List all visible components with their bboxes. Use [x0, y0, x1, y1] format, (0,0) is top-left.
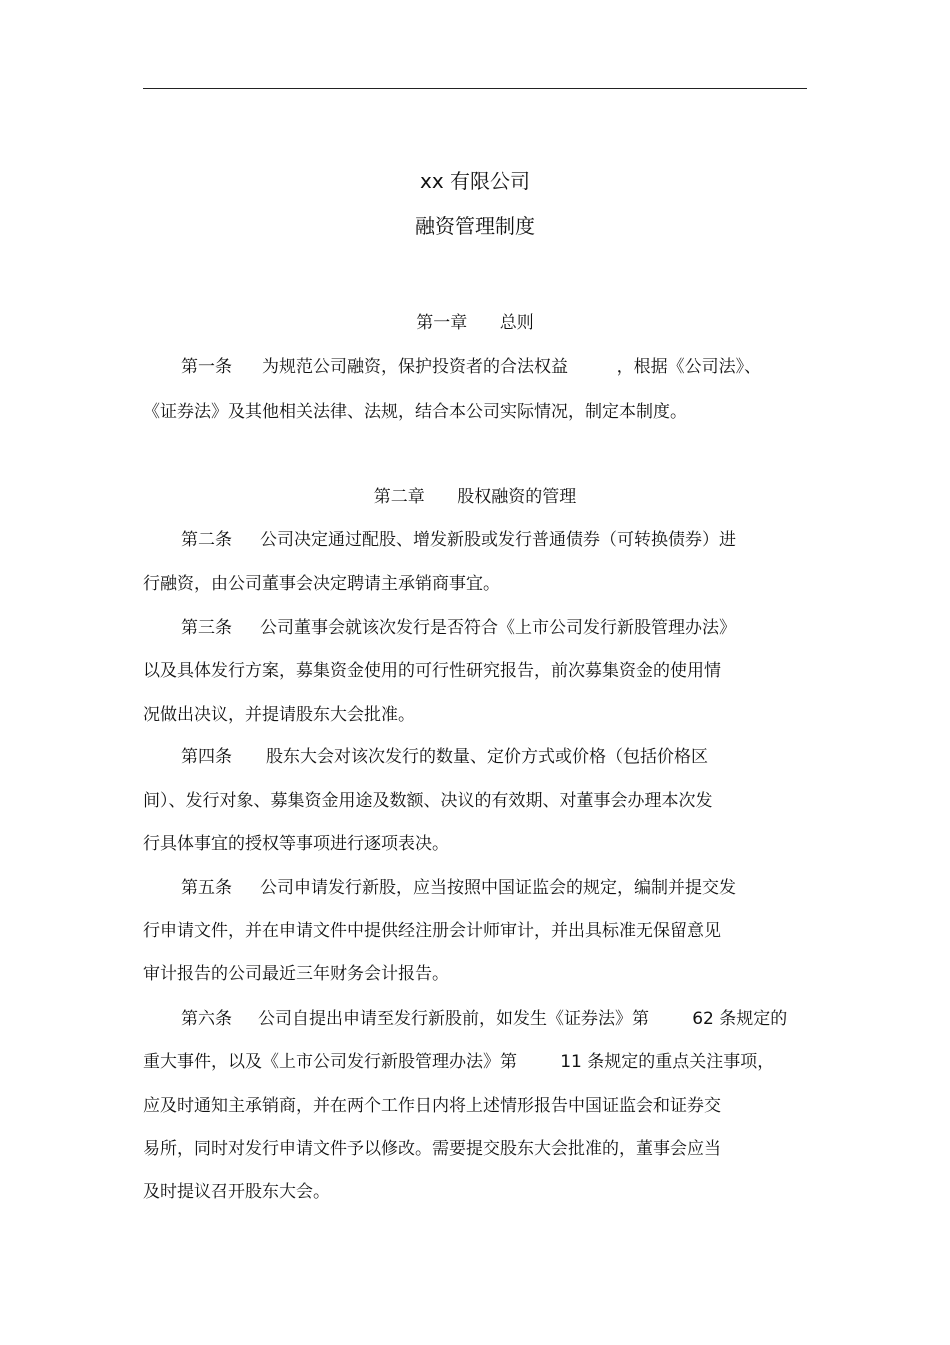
article-6-line-3: 应及时通知主承销商，并在两个工作日内将上述情形报告中国证监会和证券交	[143, 1096, 721, 1116]
chapter-2-heading: 第二章 股权融资的管理	[373, 487, 577, 507]
article-6-line-1: 公司自提出申请至发行新股前，如发生《证券法》第 62 条规定的	[258, 1009, 788, 1029]
header-rule	[143, 88, 807, 89]
article-3-label: 第三条	[181, 618, 232, 638]
article-3-line-2: 以及具体发行方案，募集资金使用的可行性研究报告，前次募集资金的使用情	[143, 661, 721, 681]
article-1-line-2: 《证券法》及其他相关法律、法规，结合本公司实际情况，制定本制度。	[143, 402, 687, 422]
article-6-line-5: 及时提议召开股东大会。	[143, 1182, 330, 1202]
article-3-line-1: 公司董事会就该次发行是否符合《上市公司发行新股管理办法》	[260, 618, 736, 638]
company-name: xx 有限公司	[419, 169, 531, 193]
article-4-line-1: 股东大会对该次发行的数量、定价方式或价格（包括价格区	[266, 747, 708, 767]
article-3-line-3: 况做出决议，并提请股东大会批准。	[143, 705, 415, 725]
article-4-line-3: 行具体事宜的授权等事项进行逐项表决。	[143, 834, 449, 854]
article-1-label: 第一条	[181, 357, 232, 377]
article-2-line-2: 行融资，由公司董事会决定聘请主承销商事宜。	[143, 574, 500, 594]
article-6-line-4: 易所，同时对发行申请文件予以修改。需要提交股东大会批准的，董事会应当	[143, 1139, 721, 1159]
article-4-label: 第四条	[181, 747, 232, 767]
article-6-line-2: 重大事件，以及《上市公司发行新股管理办法》第 11 条规定的重点关注事项，	[143, 1052, 775, 1072]
article-6-label: 第六条	[181, 1009, 232, 1029]
article-4-line-2: 间）、发行对象、募集资金用途及数额、决议的有效期、对董事会办理本次发	[143, 791, 713, 811]
article-1-line-1: 为规范公司融资，保护投资者的合法权益 ，根据《公司法》、	[262, 357, 762, 377]
chapter-1-heading: 第一章 总则	[416, 313, 534, 333]
article-5-label: 第五条	[181, 878, 232, 898]
article-2-label: 第二条	[181, 530, 232, 550]
article-5-line-1: 公司申请发行新股，应当按照中国证监会的规定，编制并提交发	[260, 878, 736, 898]
article-2-line-1: 公司决定通过配股、增发新股或发行普通债券（可转换债券）进	[260, 530, 736, 550]
document-title: 融资管理制度	[415, 214, 535, 238]
article-5-line-2: 行申请文件，并在申请文件中提供经注册会计师审计，并出具标准无保留意见	[143, 921, 721, 941]
article-5-line-3: 审计报告的公司最近三年财务会计报告。	[143, 964, 449, 984]
